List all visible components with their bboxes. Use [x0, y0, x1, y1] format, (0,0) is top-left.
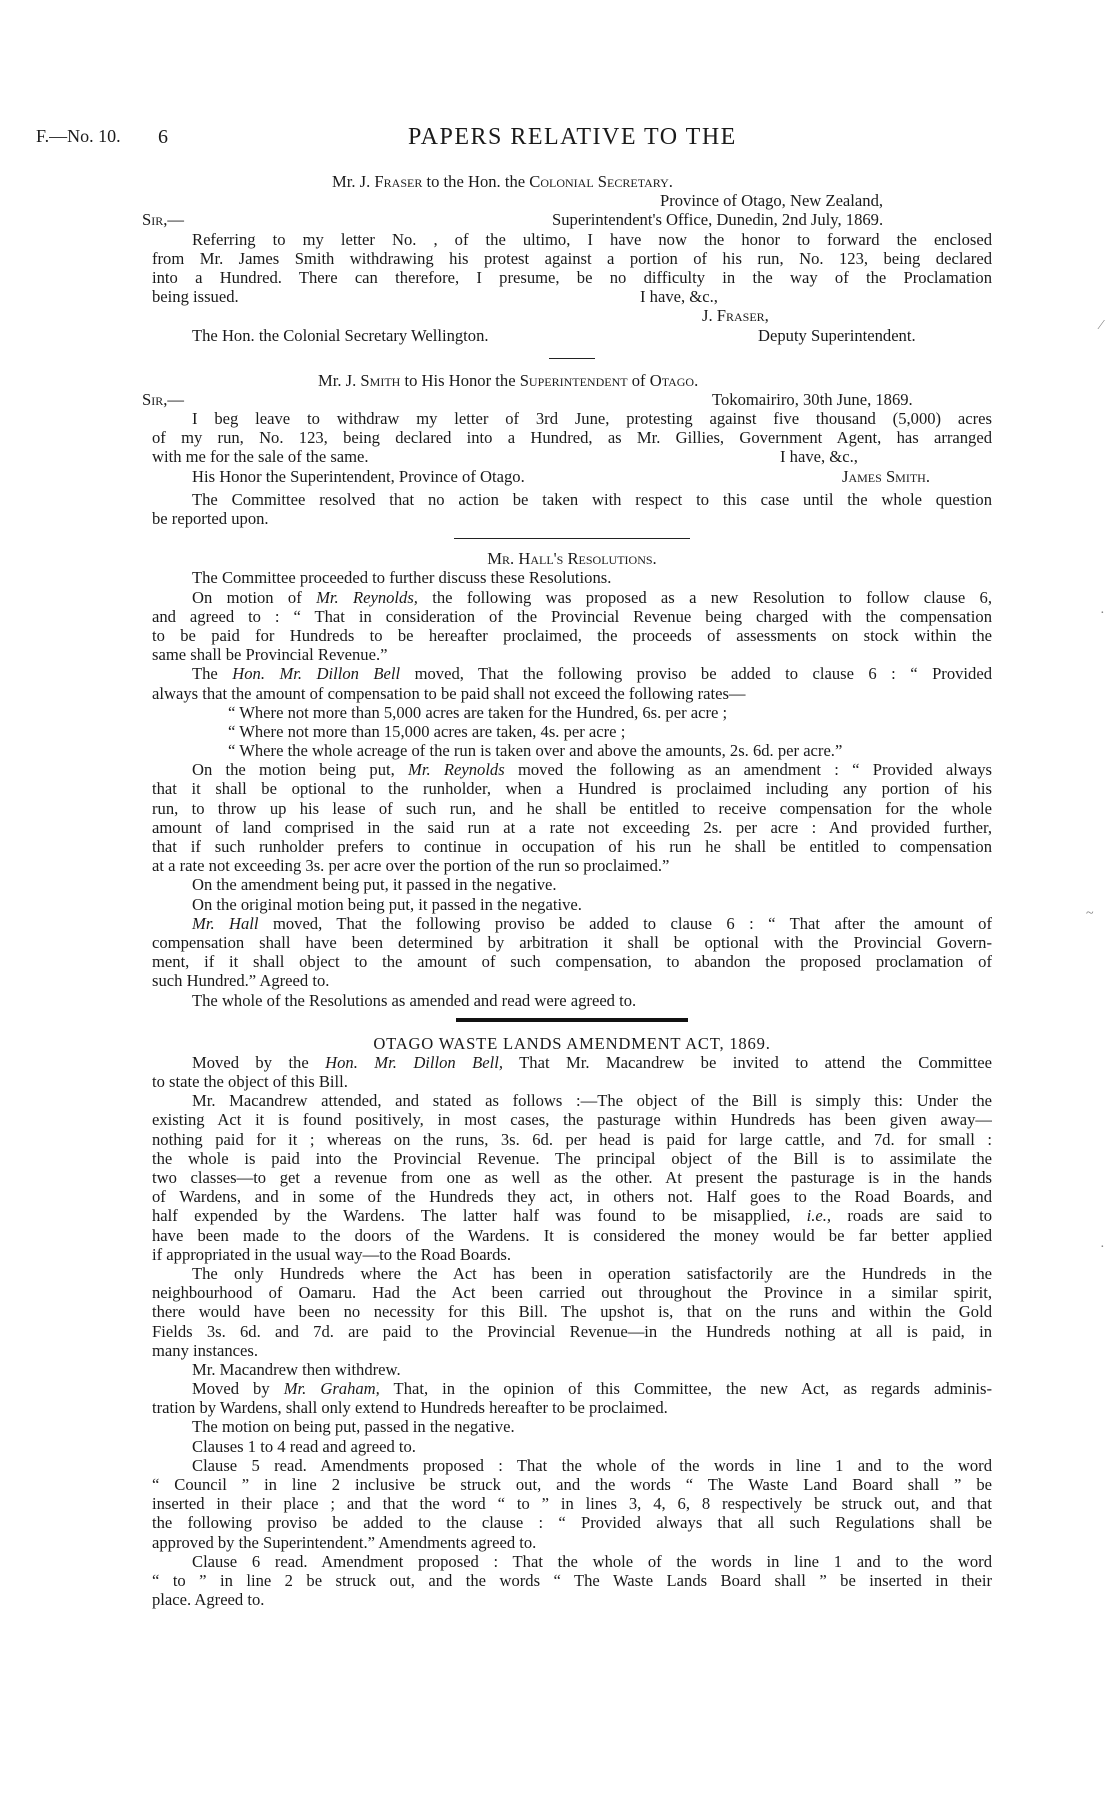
hall-paragraph-line: at a rate not exceeding 3s. per acre over the portion of the run so proclaimed.”	[152, 856, 670, 876]
otago-paragraph-line: Clause 6 read. Amendment proposed : That the whole of the words in line 1 and to the word	[192, 1551, 992, 1571]
smith-letter-body-line: of my run, No. 123, being declared into a Hundred, as Mr. Gillies, Government Agent, has arranged	[152, 428, 992, 448]
otago-paragraph-line: the whole is paid into the Provincial Revenue. The principal object of the Bill is to assimilate the	[152, 1148, 992, 1168]
margin-speck: ~	[1086, 906, 1094, 921]
fraser-letter-address2: Superintendent's Office, Dunedin, 2nd July, 1869.	[552, 210, 884, 230]
otago-paragraph-line: of Wardens, and in some of the Hundreds they act, in others not. Half goes to the Road Boards, and	[152, 1187, 992, 1207]
hall-paragraph-line: compensation shall have been determined by arbitration it shall be optional with the Provincial Govern-	[152, 932, 992, 952]
fraser-letter-closing: I have, &c.,	[640, 287, 718, 307]
hall-resolutions-heading: Mr. Hall's Resolutions.	[487, 549, 657, 569]
otago-paragraph-line: Clause 5 read. Amendments proposed : That the whole of the words in line 1 and to the word	[192, 1455, 992, 1475]
margin-speck: ·	[1100, 1240, 1105, 1255]
hall-paragraph-line: run, to throw up his lease of such run, and he shall be entitled to receive compensation for the whole	[152, 798, 992, 818]
hall-paragraph-line: ment, if it shall object to the amount of such compensation, to abandon the proposed proclamation of	[152, 952, 992, 972]
otago-paragraph-line: inserted in their place ; and that the word “ to ” in lines 3, 4, 6, 8 respectively be struck out, and that	[152, 1494, 992, 1514]
hall-paragraph: On the amendment being put, it passed in the negative.	[192, 875, 557, 895]
rate-line: “ Where not more than 5,000 acres are taken for the Hundred, 6s. per acre ;	[228, 702, 728, 722]
hall-paragraph-line: that it shall be optional to the runholder, when a Hundred is proclaimed including any portion of his	[152, 779, 992, 799]
fraser-letter-address1: Province of Otago, New Zealand,	[660, 191, 884, 211]
hall-paragraph: The Committee proceeded to further discuss these Resolutions.	[192, 568, 612, 588]
smith-letter-body-last: with me for the sale of the same. I have, &c.,	[152, 447, 858, 467]
fraser-letter-body-line: from Mr. James Smith withdrawing his protest against a portion of his run, No. 123, being declared	[152, 248, 992, 268]
smith-letter-address: Tokomairiro, 30th June, 1869.	[712, 389, 913, 409]
otago-paragraph-line: Mr. Macandrew attended, and stated as follows :—The object of the Bill is simply this: Under the	[192, 1091, 992, 1111]
fraser-letter-body-line: Referring to my letter No. , of the ultimo, I have now the honor to forward the enclosed	[192, 229, 992, 249]
smith-letter-addressee-line	[152, 467, 992, 486]
otago-paragraph-line: “ to ” in line 2 be struck out, and the words “ The Waste Lands Board shall ” be inserted in their	[152, 1570, 992, 1590]
otago-paragraph-line: existing Act it is found positively, in most cases, the pasturage within Hundreds has been given away—	[152, 1110, 992, 1130]
fraser-letter-salutation: Sir,—	[142, 210, 184, 230]
hall-paragraph-line: and agreed to : “ That in consideration of the Provincial Revenue being charged with the compensation	[152, 606, 992, 626]
margin-speck: ·	[1100, 606, 1105, 621]
margin-speck: ⁄	[1100, 318, 1103, 333]
smith-letter-salutation: Sir,—	[142, 389, 184, 409]
hall-paragraph-line: such Hundred.” Agreed to.	[152, 971, 330, 991]
otago-paragraph-line: “ Council ” in line 2 inclusive be struck out, and the words “ The Waste Land Board shall ” be	[152, 1475, 992, 1494]
paper-reference: F.—No. 10.	[36, 126, 121, 146]
fraser-letter-signature-title: Deputy Superintendent.	[758, 325, 916, 345]
fraser-letter-address1-line	[152, 191, 992, 210]
otago-paragraph-line: many instances.	[152, 1340, 258, 1360]
fraser-letter-addressee-line	[152, 326, 992, 345]
smith-letter-heading: Mr. J. Smith to His Honor the Superintendent of Otago.	[318, 370, 699, 390]
otago-paragraph-line: if appropriated in the usual way—to the Road Boards.	[152, 1244, 511, 1264]
hall-paragraph-line: same shall be Provincial Revenue.”	[152, 645, 388, 665]
page-number: 6	[158, 126, 168, 148]
hall-paragraph-line: amount of land comprised in the said run at a rate not exceeding 2s. per acre : And provided further,	[152, 817, 992, 837]
fraser-letter-body-last: being issued. I have, &c.,	[152, 287, 718, 307]
smith-letter-addressee: His Honor the Superintendent, Province of Otago.	[192, 466, 525, 486]
hall-paragraph-line: always that the amount of compensation to be paid shall not exceed the following rates—	[152, 683, 746, 703]
otago-paragraph-line: place. Agreed to.	[152, 1590, 265, 1610]
otago-paragraph: The motion on being put, passed in the negative.	[192, 1417, 515, 1437]
otago-paragraph-line: the following proviso be added to the clause : “ Provided always that all such Regulations shall be	[152, 1513, 992, 1533]
fraser-letter-heading: Mr. J. Fraser to the Hon. the Colonial Secretary.	[332, 172, 673, 191]
running-title: PAPERS RELATIVE TO THE	[408, 124, 737, 150]
smith-letter-body-line: I beg leave to withdraw my letter of 3rd June, protesting against five thousand (5,000) acres	[192, 409, 992, 429]
fraser-letter-addressee: The Hon. the Colonial Secretary Wellington.	[192, 325, 489, 345]
committee-note-line: The Committee resolved that no action be taken with respect to this case until the whole question	[192, 489, 992, 509]
otago-paragraph-line: to state the object of this Bill.	[152, 1072, 348, 1092]
otago-paragraph-line: nothing paid for it ; whereas on the runs, 3s. 6d. per head is paid for large cattle, and 7d. for small :	[152, 1129, 992, 1149]
otago-paragraph-line: have been made to the doors of the Wardens. It is considered the money would be far better applied	[152, 1225, 992, 1245]
otago-paragraph-line: half expended by the Wardens. The latter half was found to be misapplied, i.e., roads are said to	[152, 1206, 992, 1226]
fraser-letter-signature: J. Fraser,	[702, 306, 769, 326]
otago-paragraph-line: neighbourhood of Oamaru. Had the Act been carried out throughout the Province in a similar spirit,	[152, 1283, 992, 1303]
otago-paragraph-line: there would have been no necessity for this Bill. The upshot is, that on the runs and within the Gold	[152, 1302, 992, 1322]
rate-line: “ Where not more than 15,000 acres are taken, 4s. per acre ;	[228, 721, 626, 741]
hall-paragraph-line: to be paid for Hundreds to be hereafter proclaimed, the proceeds of assessments on stock within the	[152, 625, 992, 645]
otago-paragraph-line: tration by Wardens, shall only extend to Hundreds hereafter to be proclaimed.	[152, 1398, 668, 1418]
hall-paragraph-line: On motion of Mr. Reynolds, the following was proposed as a new Resolution to follow clause 6,	[192, 587, 992, 607]
otago-paragraph-line: Moved by the Hon. Mr. Dillon Bell, That Mr. Macandrew be invited to attend the Committee	[192, 1052, 992, 1072]
otago-paragraph-line: Moved by Mr. Graham, That, in the opinion of this Committee, the new Act, as regards adminis-	[192, 1379, 992, 1399]
fraser-letter-signature-line	[152, 306, 992, 325]
rate-line: “ Where the whole acreage of the run is taken over and above the amounts, 2s. 6d. per acre.”	[228, 741, 843, 761]
page-body	[142, 172, 992, 1610]
hall-paragraph-line: Mr. Hall moved, That the following proviso be added to clause 6 : “ That after the amount of	[192, 913, 992, 933]
otago-paragraph-line: two classes—to get a revenue from one as well as the other. At present the pasturage is in the hands	[152, 1168, 992, 1187]
hall-paragraph-line: The Hon. Mr. Dillon Bell moved, That the following proviso be added to clause 6 : “ Provided	[192, 664, 992, 684]
otago-paragraph-line: Fields 3s. 6d. and 7d. are paid to the Provincial Revenue—in the Hundreds nothing at all is paid, in	[152, 1321, 992, 1341]
hall-paragraph-line: On the motion being put, Mr. Reynolds moved the following as an amendment : “ Provided always	[192, 760, 992, 780]
otago-paragraph-line: The only Hundreds where the Act has been in operation satisfactorily are the Hundreds in the	[192, 1263, 992, 1283]
otago-paragraph: Clauses 1 to 4 read and agreed to.	[192, 1436, 416, 1456]
fraser-letter-body-line: into a Hundred. There can therefore, I presume, be no difficulty in the way of the Proclamation	[152, 267, 992, 287]
fraser-letter-salutation-line	[142, 210, 992, 230]
otago-paragraph: Mr. Macandrew then withdrew.	[192, 1359, 401, 1379]
committee-note-line: be reported upon.	[152, 509, 269, 528]
otago-act-heading: OTAGO WASTE LANDS AMENDMENT ACT, 1869.	[373, 1033, 771, 1053]
otago-paragraph-line: approved by the Superintendent.” Amendments agreed to.	[152, 1532, 537, 1552]
hall-paragraph-line: that if such runholder prefers to continue in occupation of his run he shall be entitled to compensation	[152, 837, 992, 856]
hall-paragraph: The whole of the Resolutions as amended and read were agreed to.	[192, 990, 637, 1010]
smith-letter-signature: James Smith.	[842, 466, 930, 486]
hall-paragraph: On the original motion being put, it passed in the negative.	[192, 894, 582, 914]
smith-letter-closing: I have, &c.,	[780, 447, 858, 467]
smith-letter-salutation-line	[142, 389, 992, 409]
